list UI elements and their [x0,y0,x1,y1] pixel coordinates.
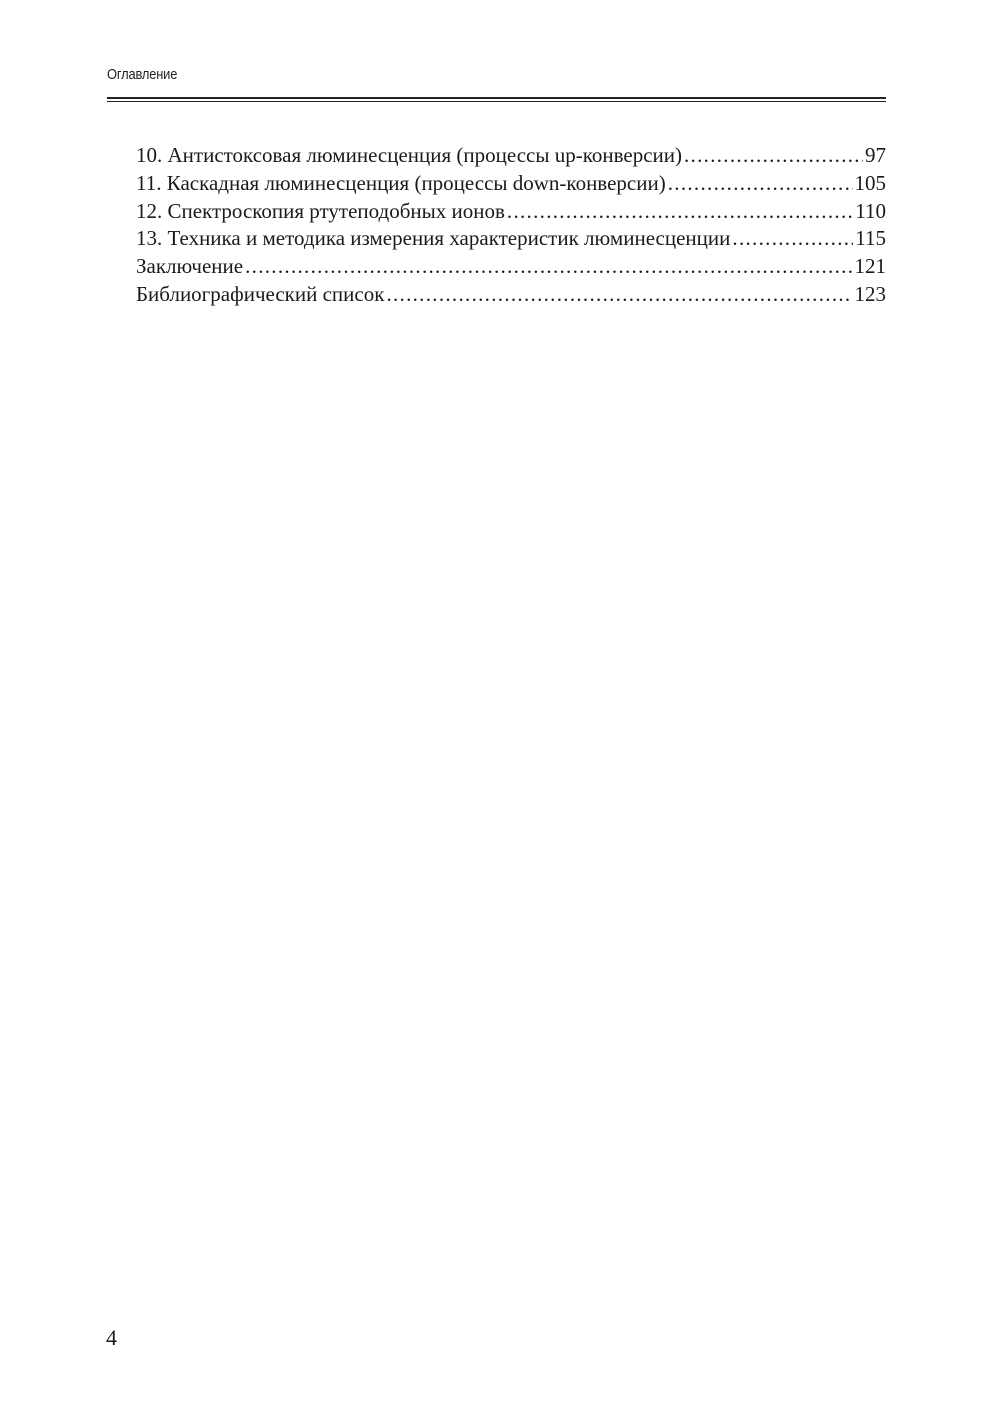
table-of-contents [136,142,886,309]
toc-entry-chapter-11[interactable] [136,170,886,198]
toc-entry-chapter-13[interactable] [136,225,886,253]
toc-entry-title: 12. Спектроскопия ртутеподобных ионов [136,198,505,223]
toc-entry-title: Библиографический список [136,281,385,306]
toc-entry-bibliography[interactable] [136,281,886,309]
toc-entry-title: 10. Антистоксовая люминесценция (процессы up-конверсии) [136,143,682,167]
toc-entry-conclusion[interactable] [136,253,886,281]
page-number: 4 [106,1325,117,1350]
toc-entry-chapter-12[interactable] [136,198,886,226]
header-rule-thick [107,97,886,99]
toc-entry-page: 97 [865,143,886,167]
toc-dot-leader [245,253,852,281]
toc-entry-page: 121 [854,254,886,279]
toc-dot-leader [668,170,853,198]
toc-entry-page: 115 [855,226,886,251]
toc-entry-page: 105 [854,170,886,195]
toc-entry-page: 110 [855,198,886,223]
toc-dot-leader [732,225,853,253]
toc-entry-chapter-10[interactable] [136,142,886,170]
toc-entry-title: 13. Техника и методика измерения характеристик люминесценции [136,226,731,251]
running-head-title: Оглавление [107,66,178,83]
toc-dot-leader [507,198,853,226]
toc-dot-leader [684,142,863,170]
toc-entry-title: 11. Каскадная люминесценция (процессы down-конверсии) [136,170,666,195]
toc-dot-leader [386,281,852,309]
header-rule-thin [107,101,886,102]
toc-entry-title: Заключение [136,254,244,279]
toc-entry-page: 123 [854,281,886,306]
